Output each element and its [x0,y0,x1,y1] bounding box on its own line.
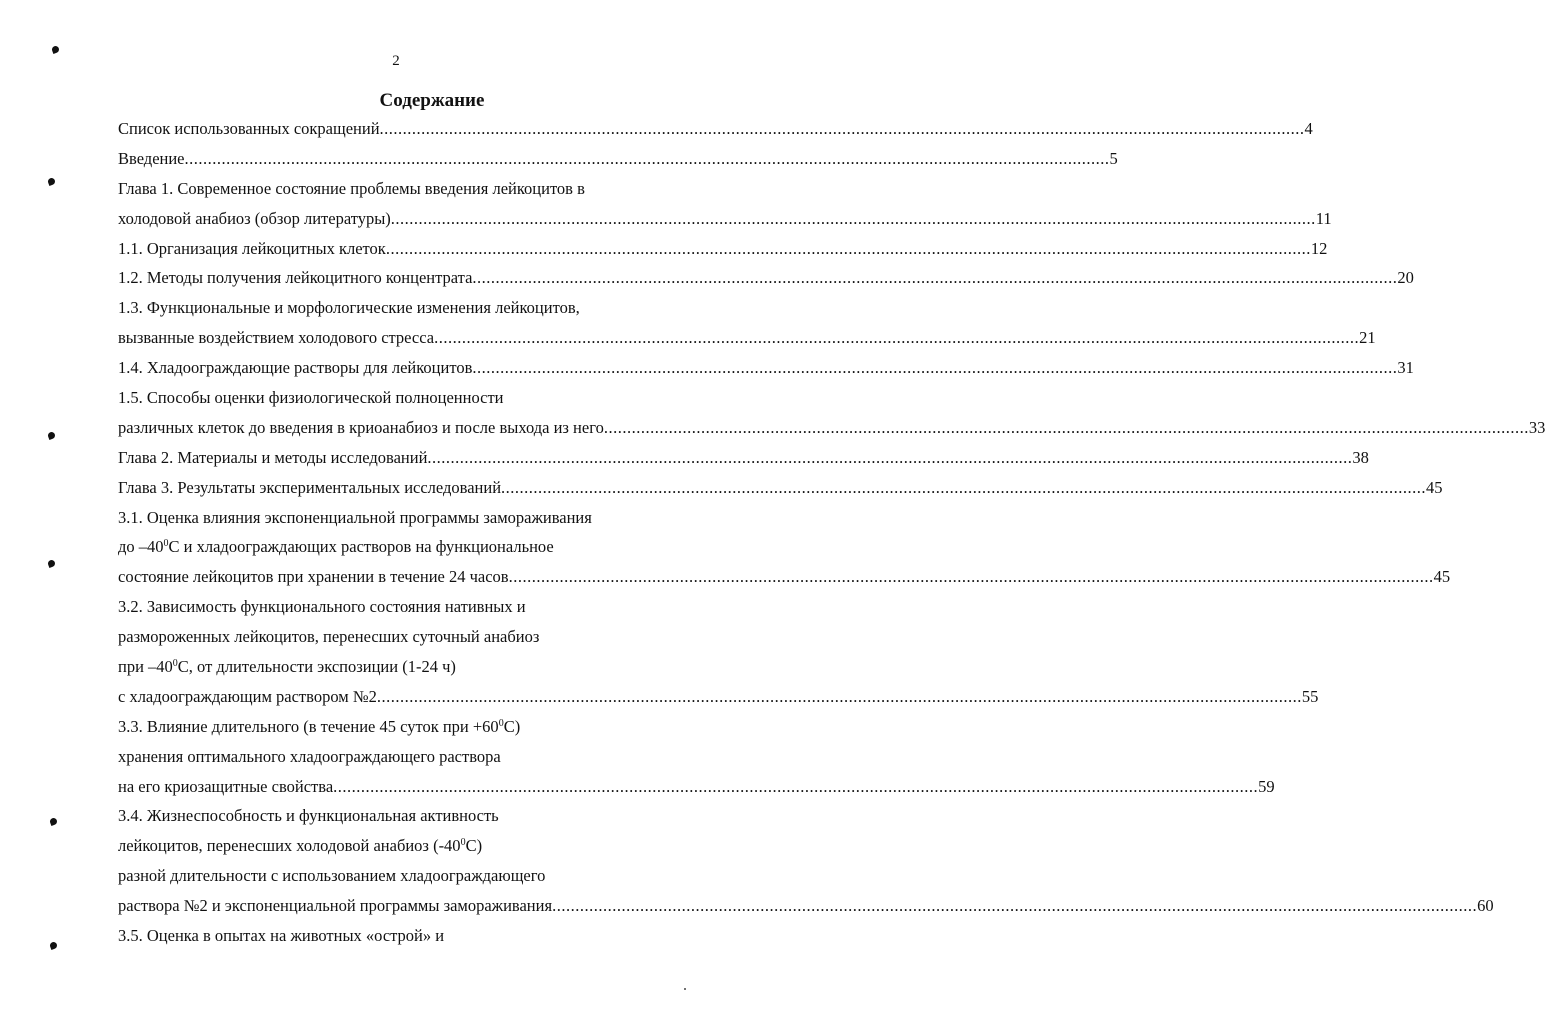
toc-line [118,443,1369,473]
scan-mark [49,941,58,950]
dot-leader: ........................................................................................................................................................................................................ [434,328,1360,348]
toc-line [118,263,1414,293]
toc-entry-text: 3.1. Оценка влияния экспоненциальной программы замораживания [118,507,592,527]
toc-line [118,622,708,652]
toc-entry-text: 1.5. Способы оценки физиологической полноценности [118,388,504,408]
dot-leader: ........................................................................................................................................................................................................ [603,417,1529,437]
toc-line [118,891,1494,921]
toc-line [118,234,1328,264]
toc-line [118,144,1118,174]
toc-entry-text: 3.5. Оценка в опытах на животных «острой» и [118,926,445,946]
toc-page-number: 21 [1359,328,1376,348]
toc-line [118,204,1332,234]
toc-line [118,772,1275,802]
dot-leader: ........................................................................................................................................................................................................ [184,148,1110,168]
toc-line [118,742,708,772]
toc-page-number: 38 [1352,447,1369,467]
toc-line [118,473,1443,503]
toc-entry-text: вызванные воздействием холодового стресса [118,328,435,348]
toc-line [118,921,708,951]
toc-entry-text: 3.2. Зависимость функционального состояния нативных и [118,597,526,617]
toc-line [118,652,708,682]
toc-entry-text: размороженных лейкоцитов, перенесших суточный анабиоз [118,627,540,647]
toc-page-number: 5 [1109,148,1118,168]
toc-page-number: 45 [1433,567,1451,587]
dot-leader: ........................................................................................................................................................................................................ [472,268,1398,288]
dot-leader: ........................................................................................................................................................................................................ [385,238,1311,258]
toc-entry-text: Введение [118,148,185,168]
toc-entry-text: различных клеток до введения в криоанабиоз и после выхода из него [118,417,604,437]
toc-line [118,353,1414,383]
scan-mark [47,431,56,440]
toc-line [118,562,1451,592]
toc-entry-text: с хладоограждающим раствором №2 [118,686,377,706]
toc-line [118,831,708,861]
dot-leader: ........................................................................................................................................................................................................ [552,896,1478,916]
toc-line [118,114,1313,144]
toc-entry-text: 1.2. Методы получения лейкоцитного концентрата [118,268,473,288]
degree-superscript: 0 [460,837,466,849]
toc-line [118,712,708,742]
dot-leader: ........................................................................................................................................................................................................ [472,358,1398,378]
toc-text-fragment: С) [465,836,483,856]
dot-leader: ........................................................................................................................................................................................................ [376,686,1302,706]
toc-entry-text: Список использованных сокращений [118,119,380,138]
dot-leader: ........................................................................................................................................................................................................ [501,477,1427,497]
toc-entry-text: Глава 2. Материалы и методы исследований [118,447,428,467]
toc-text-fragment: С, от длительности экспозиции (1-24 ч) [177,657,456,677]
toc-text-fragment: лейкоцитов, перенесших холодовой анабиоз (-40 [118,836,461,856]
scan-mark [49,817,58,826]
toc-page-number: 55 [1301,686,1319,706]
toc-line [118,592,708,622]
toc-page-number: 20 [1397,268,1414,288]
table-of-contents [118,114,1545,951]
toc-entry-text: холодовой анабиоз (обзор литературы) [118,208,391,228]
toc-text-fragment: С) [503,716,521,736]
toc-page-number: 45 [1426,477,1443,497]
scan-mark [47,559,56,568]
toc-text-fragment: при –40 [118,657,173,677]
toc-page-number: 4 [1304,119,1313,138]
toc-line [118,383,708,413]
toc-line [118,503,708,533]
toc-entry-text: разной длительности с использованием хладоограждающего [118,866,546,886]
dot-leader: ........................................................................................................................................................................................................ [427,447,1353,467]
toc-entry-text: Глава 1. Современное состояние проблемы введения лейкоцитов в [118,178,585,198]
degree-superscript: 0 [163,538,169,550]
toc-page-number: 12 [1310,238,1328,258]
dot-leader: ........................................................................................................................................................................................................ [333,776,1259,796]
toc-entry-text: 1.1. Организация лейкоцитных клеток [118,238,386,258]
toc-page-number: 11 [1315,208,1332,228]
degree-superscript: 0 [172,658,178,670]
toc-page-number: 31 [1397,358,1414,378]
scan-speck [684,988,686,990]
page-number: 2 [392,53,400,69]
toc-line [118,293,708,323]
toc-page-number: 59 [1258,776,1275,796]
toc-line [118,323,1376,353]
toc-line [118,801,708,831]
toc-line [118,174,708,204]
toc-text-fragment: С и хладоограждающих растворов на функциональное [168,537,554,557]
toc-entry-text: раствора №2 и экспоненциальной программы замораживания [118,896,553,916]
dot-leader: ........................................................................................................................................................................................................ [379,119,1305,138]
toc-page-number: 33 [1528,417,1545,437]
toc-page-number: 60 [1477,896,1494,916]
toc-entry-text: Глава 3. Результаты экспериментальных исследований [118,477,502,497]
toc-line [118,532,708,562]
toc-entry-text: 1.3. Функциональные и морфологические изменения лейкоцитов, [118,298,580,318]
degree-superscript: 0 [498,717,504,729]
dot-leader: ........................................................................................................................................................................................................ [390,208,1316,228]
toc-entry-text: хранения оптимального хладоограждающего раствора [118,746,501,766]
dot-leader: ........................................................................................................................................................................................................ [508,567,1434,587]
toc-entry-text: на его криозащитные свойства [118,776,334,796]
toc-line [118,682,1319,712]
toc-entry-text: 1.4. Хладоограждающие растворы для лейкоцитов [118,358,473,378]
toc-entry-text: 3.4. Жизнеспособность и функциональная активность [118,806,499,826]
toc-text-fragment: до –40 [118,537,164,557]
toc-line [118,413,1545,443]
page-title: Содержание [379,90,485,111]
toc-text-fragment: 3.3. Влияние длительного (в течение 45 суток при +60 [118,716,499,736]
toc-line [118,861,708,891]
toc-entry-text: состояние лейкоцитов при хранении в течение 24 часов [118,567,509,587]
scan-mark [47,177,56,186]
